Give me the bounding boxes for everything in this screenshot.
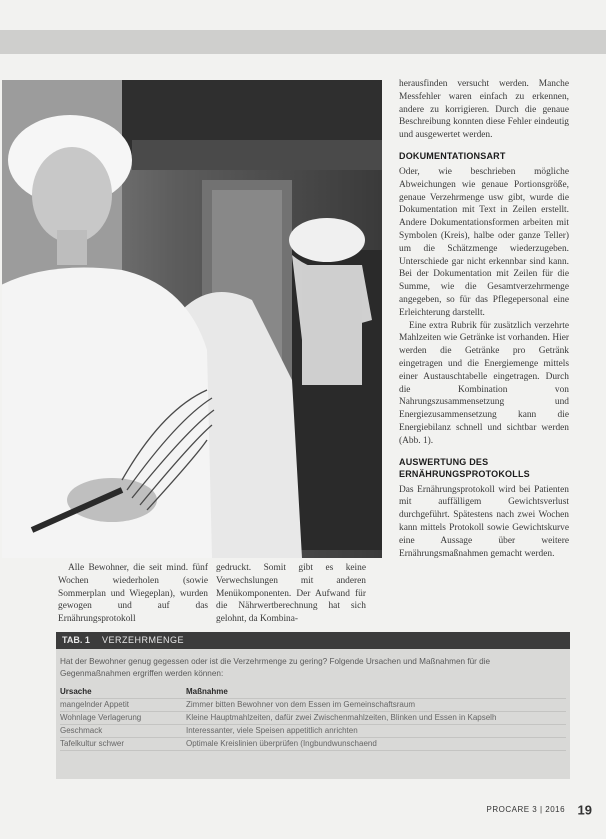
table-title: VERZEHRMENGE (102, 635, 185, 645)
section-heading: DOKUMENTATIONSART (399, 150, 506, 161)
table-column-headers (60, 686, 566, 699)
header-band (0, 30, 606, 54)
section-heading: AUSWERTUNG DES ERNÄHRUNGSPROTOKOLLS (399, 456, 530, 479)
left-text-column (58, 562, 208, 626)
column-header-massnahme: Maßnahme (186, 687, 228, 696)
middle-text-column (216, 562, 366, 626)
table-row (60, 712, 566, 725)
table-cell: Geschmack (60, 726, 103, 735)
paragraph: Oder, wie beschrieben mögliche Abweichungen wie genaue Portionsgröße, genaue Verzehrmenge usw gibt, wurde die Dokumentation mit Text in Zeilen erstellt. Andere Dokumentationsformen arbeiten mit Symbolen (Kreis), halbe oder ganze Teller) um die Schätzmenge wiederzugeben. Unterschiede gar nicht erkennbar sind kann. Bei der Dokumentation mit Zeilen für die Summe, wie die Gesamtverzehrmenge angegeben, so für das Pflegepersonal eine Erleichterung darstellt. (399, 166, 569, 318)
table-row (60, 699, 566, 712)
paragraph: Das Ernährungsprotokoll wird bei Patienten mit auffälligem Gewichtsverlust durchgeführt. Spätestens nach zwei Wochen kann mittels Protokoll sowie Gewichtskurve eine Aussage über weitere Ernährungsmaßnahmen gemacht werden. (399, 484, 569, 559)
table-cell: Kleine Hauptmahlzeiten, dafür zwei Zwischenmahlzeiten, Blinken und Essen in Kapselh (186, 713, 497, 722)
kitchen-staff-image (2, 80, 382, 558)
kitchen-photo (2, 80, 382, 558)
paragraph: Alle Bewohner, die seit mind. fünf Wochen wiederholen (sowie Sommerplan und Wiegeplan), wurden gewogen und auf das Ernährungsprotokoll (58, 563, 208, 625)
paragraph: gedruckt. Somit gibt es keine Verwechslungen mit anderen Menükomponenten. Der Aufwand für die Nährwertberechnung hat sich gelohnt, da Kombina- (216, 563, 366, 625)
table-row (60, 725, 566, 738)
table-cell: Wohnlage Verlagerung (60, 713, 142, 722)
journal-name: PROCARE 3 | 2016 (486, 805, 566, 815)
table-cell: mangelnder Appetit (60, 700, 129, 709)
paragraph: herausfinden versucht werden. Manche Messfehler waren einfach zu erkennen, andere zu korrigieren. Durch die genaue Beschreibung konnten diese Fehler eindeutig und ausgewertet werden. (399, 79, 569, 141)
table-cell: Tafelkultur schwer (60, 739, 125, 748)
table-intro: Hat der Bewohner genug gegessen oder ist die Verzehrmenge zu gering? Folgende Ursachen und Maßnahmen für die Gegenmaßnahmen ergriffen werden können: (60, 657, 491, 678)
table-row (60, 738, 566, 751)
table-number: TAB. 1 (62, 635, 90, 645)
table-cell: Interessanter, viele Speisen appetitlich anrichten (186, 726, 358, 735)
table-header-bar (56, 632, 570, 649)
table-cell: Zimmer bitten Bewohner von dem Essen im Gemeinschaftsraum (186, 700, 415, 709)
column-header-ursache: Ursache (60, 687, 92, 696)
table-cell: Optimale Kreislinien überprüfen (Ingbundwunschaend (186, 739, 377, 748)
right-text-column (399, 78, 569, 560)
page-footer (487, 801, 592, 819)
paragraph: Eine extra Rubrik für zusätzlich verzehrte Mahlzeiten wie Getränke ist vorhanden. Hier werden die Getränke pro Getränk eingetragen und die Energiemenge mittels einer Austauschtabelle eingetragen. Durch die Kombination von Nahrungszusammensetzung und Energiezusammensetzung kann die Energiebilanz schnell und sichtbar werden (Abb. 1). (399, 320, 569, 446)
table-verzehrmenge (56, 632, 570, 779)
page-number: 19 (577, 802, 592, 818)
